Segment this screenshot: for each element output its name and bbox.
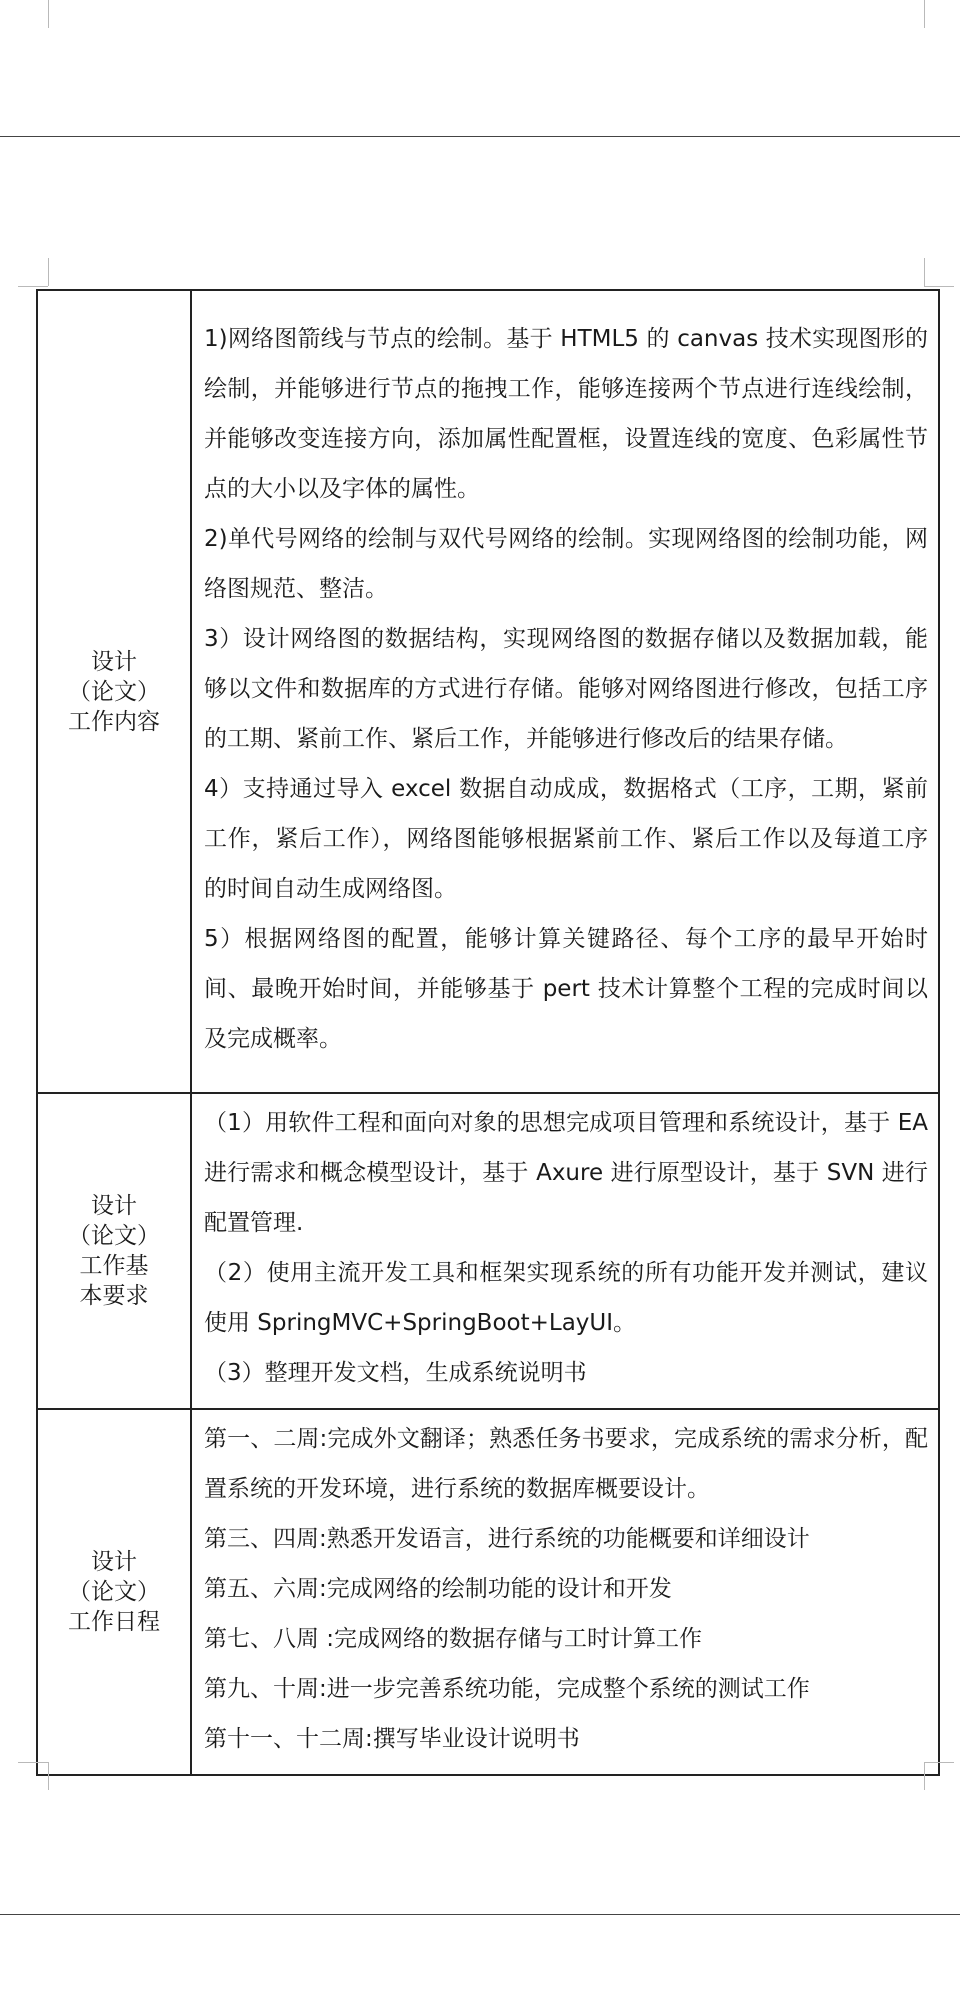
crop-mark-page-top-right-h — [924, 286, 954, 287]
crop-mark-page-bottom-left-h — [18, 1762, 48, 1763]
paragraph: 第十一、十二周:撰写毕业设计说明书 — [204, 1726, 580, 1752]
crop-mark-page-bottom-right — [924, 1762, 925, 1790]
label-line: （论文） — [68, 678, 160, 705]
label-line: 设计 — [91, 648, 137, 675]
row-content-schedule — [191, 1409, 939, 1775]
paragraph: 1)网络图箭线与节点的绘制。基于 HTML5 的 canvas 技术实现图形的绘制，并能够进行节点的拖拽工作，能够连接两个节点进行连线绘制，并能够改变连接方向，添加属性配置框，设置连线的宽度、色彩属性节点的大小以及字体的属性。 — [204, 325, 928, 502]
crop-mark-page-top-left — [48, 258, 49, 286]
crop-mark-page-bottom-left — [48, 1762, 49, 1790]
paragraph: 4）支持通过导入 excel 数据自动成成，数据格式（工序，工期，紧前工作，紧后工作），网络图能够根据紧前工作、紧后工作以及每道工序的时间自动生成网络图。 — [204, 775, 928, 902]
crop-mark-top-right — [924, 0, 925, 28]
crop-mark-top-left — [48, 0, 49, 28]
page-separator-bottom — [0, 1914, 960, 1915]
paragraph: 2)单代号网络的绘制与双代号网络的绘制。实现网络图的绘制功能，网络图规范、整洁。 — [204, 525, 928, 602]
page-separator-top — [0, 136, 960, 137]
paragraph: （2）使用主流开发工具和框架实现系统的所有功能开发并测试，建议使用 SpringMVC+SpringBoot+LayUI。 — [204, 1260, 928, 1336]
table-row-schedule — [37, 1409, 939, 1775]
row-content-work-content — [191, 290, 939, 1093]
paragraph: （3）整理开发文档，生成系统说明书 — [204, 1360, 587, 1386]
task-book-table — [36, 289, 940, 1776]
label-line: 设计 — [91, 1549, 137, 1575]
row-label-schedule — [37, 1409, 191, 1775]
paragraph: 第七、八周 :完成网络的数据存储与工时计算工作 — [204, 1626, 703, 1652]
table-row-basic-requirements — [37, 1093, 939, 1409]
label-line: 本要求 — [79, 1283, 149, 1309]
paragraph: 第三、四周:熟悉开发语言，进行系统的功能概要和详细设计 — [204, 1526, 810, 1552]
crop-mark-page-bottom-right-h — [924, 1762, 954, 1763]
crop-mark-page-top-right — [924, 258, 925, 286]
paragraph: 5）根据网络图的配置，能够计算关键路径、每个工序的最早开始时间、最晚开始时间，并能够基于 pert 技术计算整个工程的完成时间以及完成概率。 — [204, 925, 928, 1052]
label-line: 设计 — [91, 1193, 137, 1219]
paragraph: 第五、六周:完成网络的绘制功能的设计和开发 — [204, 1576, 672, 1602]
row-label-basic-requirements — [37, 1093, 191, 1409]
label-line: （论文） — [68, 1223, 160, 1249]
label-line: 工作基 — [79, 1253, 149, 1279]
row-content-basic-requirements — [191, 1093, 939, 1409]
paragraph: 第九、十周:进一步完善系统功能，完成整个系统的测试工作 — [204, 1676, 810, 1702]
crop-mark-page-top-left-h — [18, 286, 48, 287]
paragraph: 第一、二周:完成外文翻译；熟悉任务书要求，完成系统的需求分析，配置系统的开发环境，进行系统的数据库概要设计。 — [204, 1426, 928, 1502]
paragraph: （1）用软件工程和面向对象的思想完成项目管理和系统设计，基于 EA 进行需求和概念模型设计，基于 Axure 进行原型设计，基于 SVN 进行配置管理. — [204, 1110, 928, 1236]
label-line: （论文） — [68, 1579, 160, 1605]
label-line: 工作内容 — [68, 708, 160, 735]
table-row-work-content — [37, 290, 939, 1093]
label-line: 工作日程 — [68, 1609, 160, 1635]
paragraph: 3）设计网络图的数据结构，实现网络图的数据存储以及数据加载，能够以文件和数据库的方式进行存储。能够对网络图进行修改，包括工序的工期、紧前工作、紧后工作，并能够进行修改后的结果存储。 — [204, 625, 928, 752]
row-label-work-content — [37, 290, 191, 1093]
